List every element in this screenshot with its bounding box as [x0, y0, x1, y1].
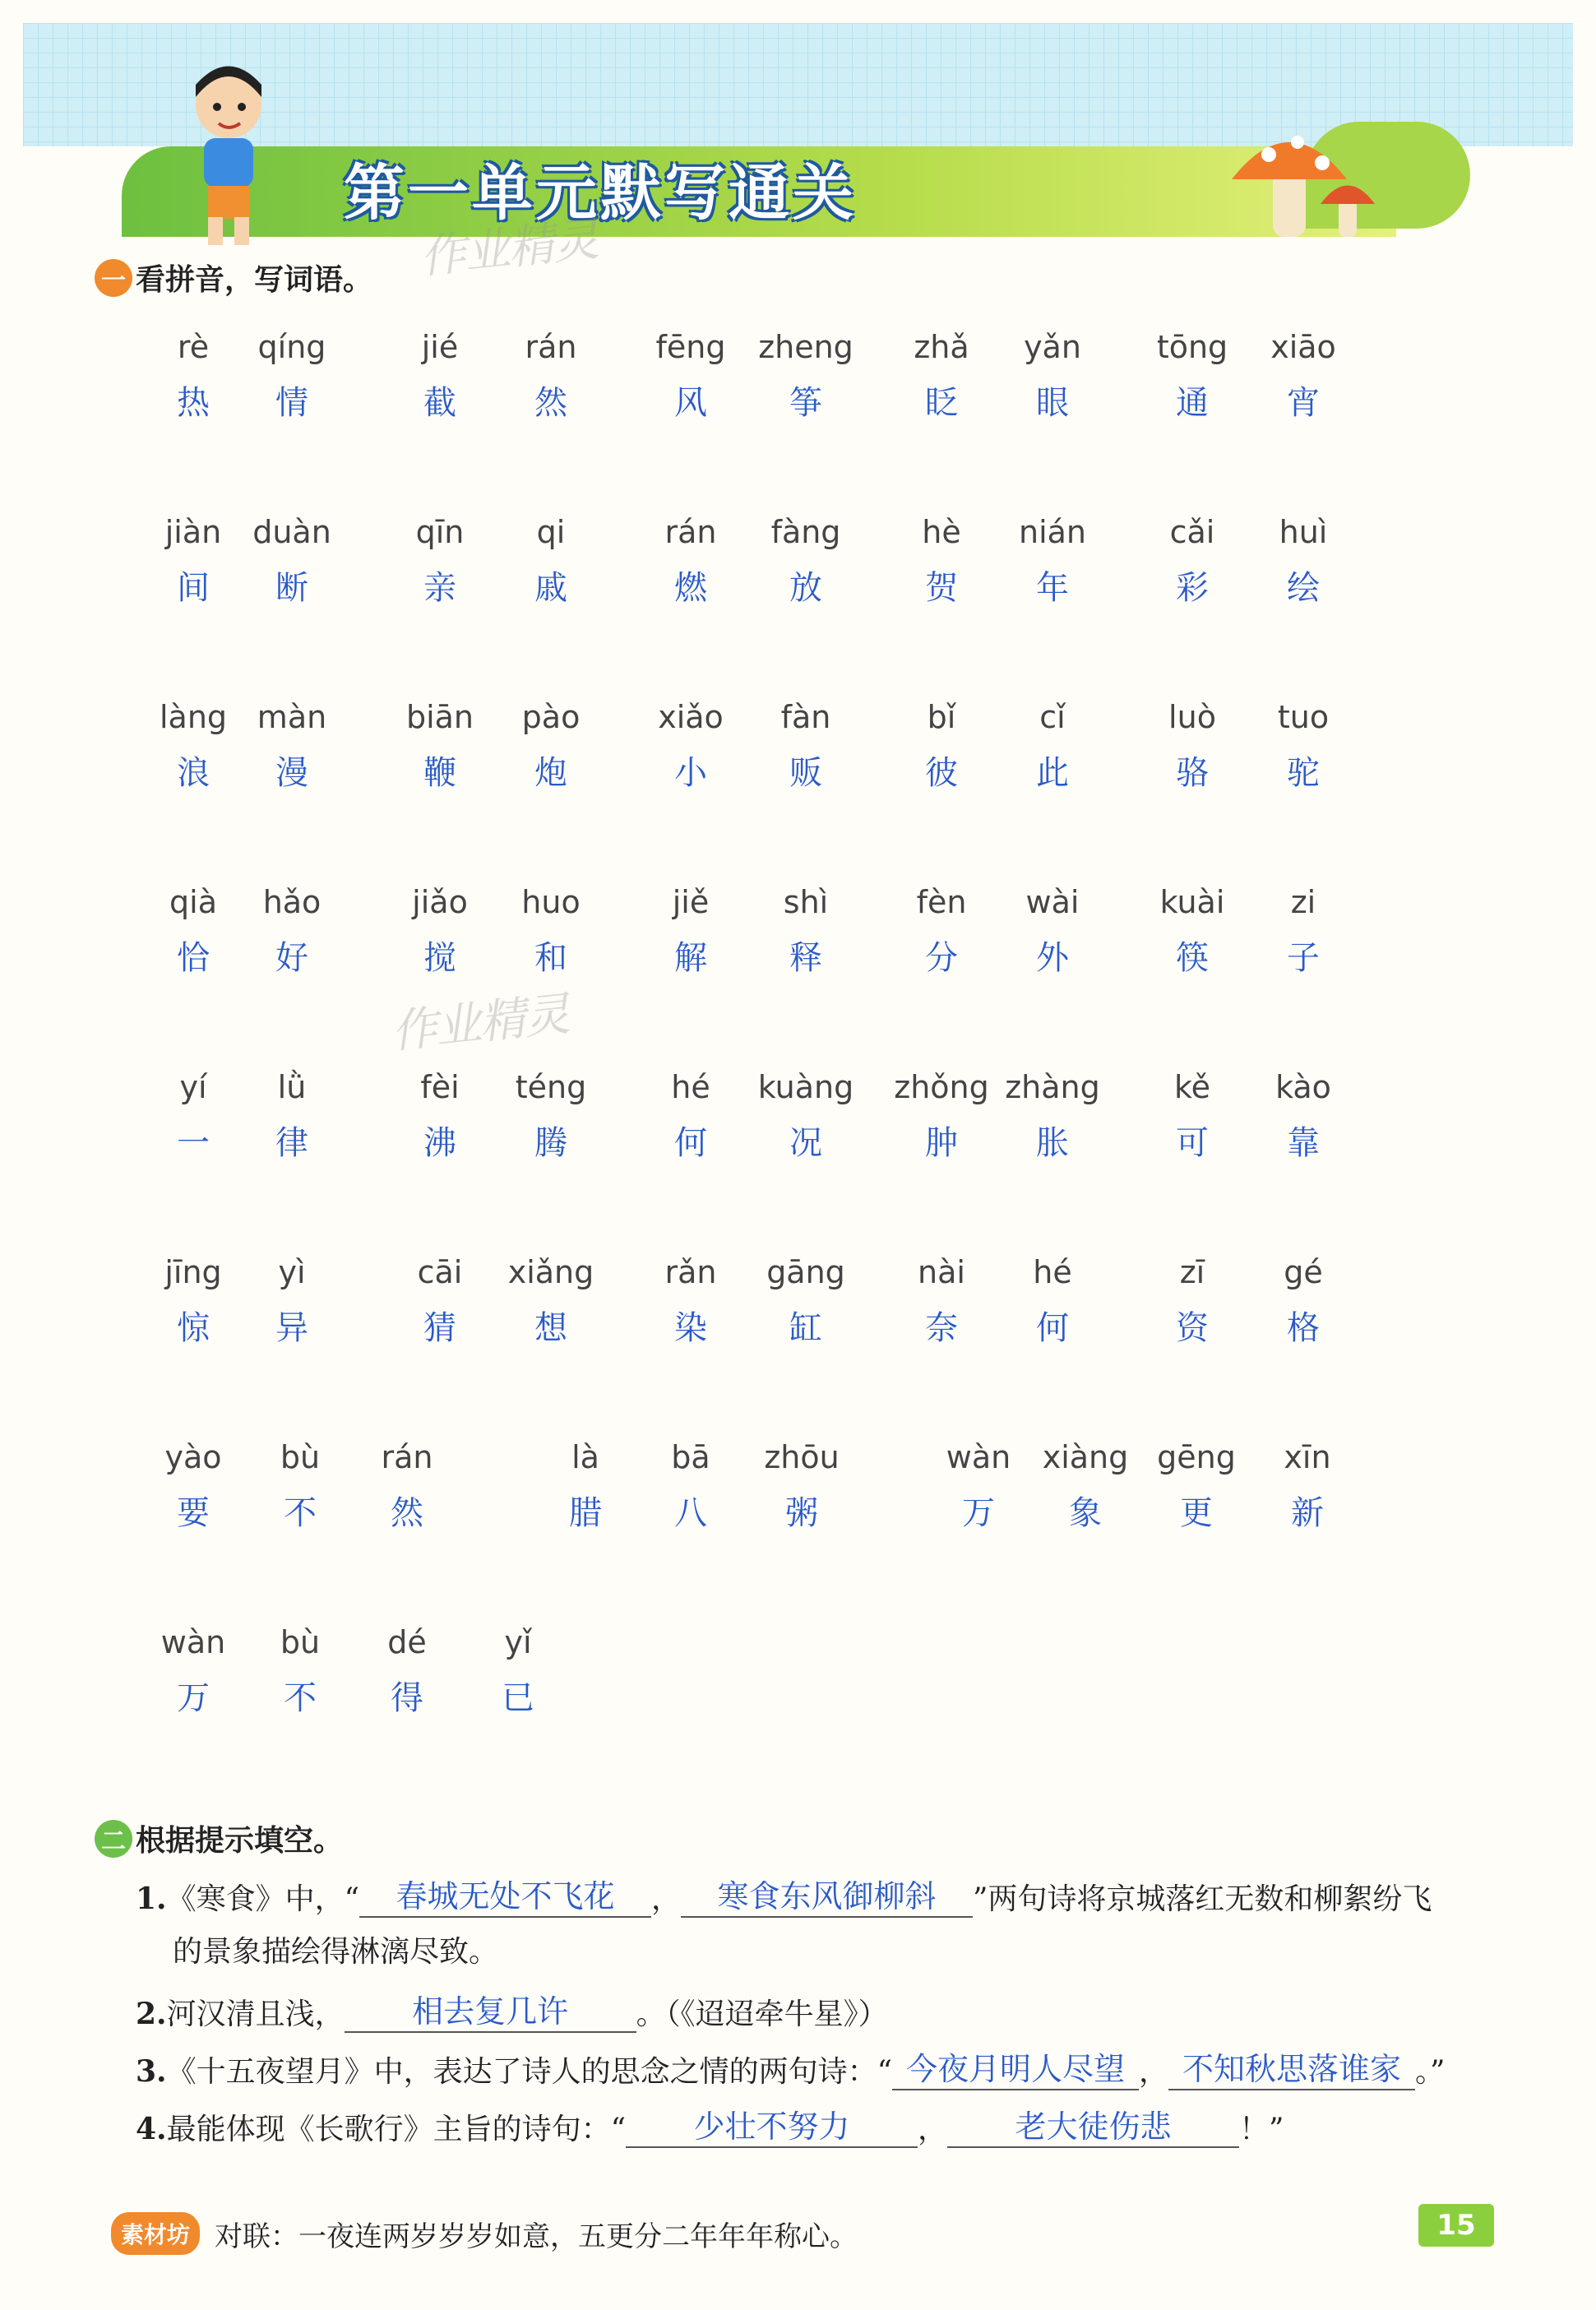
handwritten-answer: 子: [1287, 939, 1320, 977]
pinyin-label: qíng: [257, 329, 326, 365]
handwritten-answer: 染: [674, 1309, 707, 1347]
word-cell: [496, 329, 606, 452]
handwritten-answer: 放: [789, 569, 822, 607]
word-cell: [751, 1254, 861, 1377]
handwritten-answer: 好: [275, 939, 308, 977]
pinyin-label: làng: [159, 699, 228, 735]
handwritten-answer: 热: [177, 384, 210, 422]
word-cell: [237, 1254, 347, 1377]
word-cell: [1252, 1439, 1362, 1562]
word-cell: [1248, 329, 1358, 452]
handwritten-answer: 和: [534, 939, 567, 977]
pinyin-label: là: [571, 1439, 599, 1475]
word-cell: [1137, 1069, 1247, 1192]
handwritten-answer: 风: [674, 384, 707, 422]
handwritten-answer: 新: [1291, 1494, 1324, 1532]
pinyin-label: rè: [177, 329, 210, 365]
question-text: ！”: [1239, 2113, 1284, 2146]
word-cell: [385, 1254, 495, 1377]
word-cell: [1248, 884, 1358, 1007]
word-cell: [496, 514, 606, 637]
word-cell: [1248, 1069, 1358, 1192]
handwritten-answer: 想: [534, 1309, 567, 1347]
mushroom-icon: [1224, 113, 1388, 245]
pinyin-label: zhōu: [764, 1439, 840, 1475]
handwritten-answer: 不: [284, 1679, 317, 1717]
pinyin-label: nài: [918, 1254, 965, 1290]
word-cell: [886, 329, 997, 452]
handwritten-answer: 分: [925, 939, 958, 977]
pinyin-label: xiāo: [1270, 329, 1336, 365]
handwritten-answer: 筝: [789, 384, 822, 422]
handwritten-answer: 要: [177, 1494, 210, 1532]
pinyin-label: huì: [1279, 514, 1328, 550]
handwritten-answer: 已: [502, 1679, 534, 1717]
word-cell: [496, 1069, 606, 1192]
word-cell: [997, 514, 1108, 637]
word-cell: [138, 1069, 248, 1192]
word-cell: [138, 884, 248, 1007]
word-cell: [886, 514, 997, 637]
handwritten-answer: 外: [1036, 939, 1069, 977]
pinyin-label: qià: [169, 884, 217, 920]
pinyin-label: luò: [1168, 699, 1216, 735]
pinyin-label: rǎn: [664, 1254, 717, 1290]
question-text: 。（《迢迢牵牛星》）: [636, 1998, 888, 2031]
question-text: 最能体现《长歌行》主旨的诗句：“: [166, 2113, 626, 2146]
pinyin-label: jiě: [672, 884, 710, 920]
handwritten-answer: 一: [177, 1124, 210, 1162]
word-cell: [385, 329, 495, 452]
section-2-title: 根据提示填空。: [136, 1824, 344, 1858]
word-cell: [1030, 1439, 1140, 1562]
word-cell: [530, 1439, 641, 1562]
handwritten-answer: 年: [1036, 569, 1069, 607]
couplet-text: 对联：一夜连两岁岁岁如意，五更分二年年年称心。: [215, 2220, 858, 2253]
pinyin-label: jiàn: [164, 514, 222, 550]
word-cell: [463, 1624, 573, 1748]
word-cell: [886, 1254, 997, 1377]
unit-title: 第一单元默写通关: [344, 158, 857, 229]
word-cell: [138, 1624, 248, 1748]
boy-mascot-icon: [163, 56, 294, 253]
pinyin-label: bù: [280, 1439, 321, 1475]
handwritten-answer: 筷: [1176, 939, 1209, 977]
handwritten-answer: 此: [1036, 754, 1069, 792]
question-text: 《寒食》中，“: [166, 1882, 359, 1916]
handwritten-answer: 漫: [275, 754, 308, 792]
handwritten-answer: 沸: [423, 1124, 456, 1162]
word-cell: [1248, 699, 1358, 822]
handwritten-answer: 释: [789, 939, 822, 977]
watermark: 作业精灵: [388, 987, 571, 1060]
pinyin-label: yào: [164, 1439, 222, 1475]
handwritten-answer: 贺: [925, 569, 958, 607]
handwritten-answer: 鞭: [423, 754, 456, 792]
handwritten-answer: 眼: [1036, 384, 1069, 422]
watermark: 作业精灵: [417, 212, 600, 285]
pinyin-label: fēng: [655, 329, 726, 365]
question-text: ，: [651, 1882, 682, 1916]
pinyin-label: dé: [387, 1624, 427, 1660]
pinyin-label: wàn: [946, 1439, 1011, 1475]
pinyin-label: zhǒng: [894, 1069, 989, 1105]
pinyin-label: cǎi: [1169, 514, 1215, 550]
handwritten-answer: 可: [1176, 1124, 1209, 1162]
handwritten-answer: 搅: [423, 939, 456, 977]
question-number: 2.: [136, 1997, 167, 2031]
pinyin-label: yǐ: [504, 1624, 532, 1660]
handwritten-answer: 得: [391, 1679, 423, 1717]
pinyin-label: xiǎng: [507, 1254, 594, 1290]
word-cell: [751, 514, 861, 637]
pinyin-label: cāi: [417, 1254, 463, 1290]
handwritten-answer: 更: [1180, 1494, 1213, 1532]
question-4: [136, 2101, 1284, 2148]
handwritten-answer: 恰: [177, 939, 210, 977]
handwritten-answer: 何: [674, 1124, 707, 1162]
word-cell: [138, 1439, 248, 1562]
handwritten-answer: 不: [284, 1494, 317, 1532]
word-cell: [385, 884, 495, 1007]
handwritten-answer: 况: [789, 1124, 822, 1162]
pinyin-label: qi: [536, 514, 566, 550]
handwritten-answer: 猜: [423, 1309, 456, 1347]
word-cell: [636, 699, 746, 822]
answer-blank: 相去复几许: [345, 1986, 636, 2033]
word-cell: [997, 1254, 1108, 1377]
handwritten-answer: 解: [674, 939, 707, 977]
handwritten-answer: 然: [391, 1494, 423, 1532]
word-cell: [747, 1439, 857, 1562]
pinyin-label: gāng: [766, 1254, 845, 1290]
pinyin-label: hé: [1033, 1254, 1072, 1290]
word-cell: [138, 514, 248, 637]
handwritten-answer: 腊: [569, 1494, 602, 1532]
handwritten-answer: 胀: [1036, 1124, 1069, 1162]
pinyin-label: rán: [381, 1439, 433, 1475]
word-cell: [1137, 514, 1247, 637]
handwritten-answer: 缸: [789, 1309, 822, 1347]
pinyin-label: cǐ: [1039, 699, 1066, 735]
word-cell: [997, 699, 1108, 822]
word-cell: [636, 884, 746, 1007]
word-cell: [751, 884, 861, 1007]
pinyin-label: nián: [1018, 514, 1086, 550]
pinyin-label: huo: [521, 884, 581, 920]
handwritten-answer: 彼: [925, 754, 958, 792]
handwritten-answer: 浪: [177, 754, 210, 792]
handwritten-answer: 腾: [534, 1124, 567, 1162]
handwritten-answer: 眨: [925, 384, 958, 422]
handwritten-answer: 奈: [925, 1309, 958, 1347]
handwritten-answer: 万: [962, 1494, 995, 1532]
word-cell: [496, 699, 606, 822]
word-cell: [237, 1069, 347, 1192]
handwritten-answer: 炮: [534, 754, 567, 792]
question-1: [136, 1871, 1432, 1918]
section-1-number: 一: [95, 259, 132, 297]
pinyin-label: yí: [179, 1069, 207, 1105]
word-cell: [636, 1439, 746, 1562]
question-text: ”两句诗将京城落红无数和柳絮纷飞: [973, 1882, 1432, 1916]
handwritten-answer: 贩: [789, 754, 822, 792]
pinyin-label: zi: [1290, 884, 1316, 920]
handwritten-answer: 格: [1287, 1309, 1320, 1347]
pinyin-label: zhàng: [1005, 1069, 1100, 1105]
question-text: 河汉清且浅，: [166, 1998, 345, 2031]
section-2-number: 二: [95, 1820, 132, 1858]
pinyin-label: kuài: [1159, 884, 1225, 920]
handwritten-answer: 粥: [785, 1494, 818, 1532]
handwritten-answer: 靠: [1287, 1124, 1320, 1162]
page-number: 15: [1418, 2204, 1494, 2247]
pinyin-label: bù: [280, 1624, 321, 1660]
pinyin-label: wàn: [160, 1624, 226, 1660]
answer-blank: 寒食东风御柳斜: [681, 1871, 973, 1918]
pinyin-label: yǎn: [1024, 329, 1081, 365]
question-text: ，: [1139, 2055, 1169, 2089]
word-cell: [237, 699, 347, 822]
pinyin-label: xīn: [1284, 1439, 1331, 1475]
handwritten-answer: 驼: [1287, 754, 1320, 792]
handwritten-answer: 断: [275, 569, 308, 607]
word-cell: [997, 329, 1108, 452]
word-cell: [496, 1254, 606, 1377]
word-cell: [636, 1069, 746, 1192]
pinyin-label: duàn: [252, 514, 331, 550]
word-cell: [997, 884, 1108, 1007]
word-cell: [1248, 1254, 1358, 1377]
pinyin-label: pào: [521, 699, 581, 735]
pinyin-label: hǎo: [262, 884, 322, 920]
pinyin-label: zheng: [758, 329, 854, 365]
word-cell: [1137, 1254, 1247, 1377]
pinyin-label: kào: [1275, 1069, 1331, 1105]
word-cell: [237, 329, 347, 452]
word-cell: [385, 699, 495, 822]
handwritten-answer: 情: [275, 384, 308, 422]
word-cell: [245, 1439, 355, 1562]
word-cell: [138, 329, 248, 452]
handwritten-answer: 异: [275, 1309, 308, 1347]
footer-material: [111, 2212, 858, 2255]
pinyin-label: xiǎo: [658, 699, 724, 735]
pinyin-label: jīng: [164, 1254, 222, 1290]
question-1-continuation: 的景象描绘得淋漓尽致。: [173, 1935, 499, 1969]
handwritten-answer: 八: [674, 1494, 707, 1532]
pinyin-label: bǐ: [927, 699, 956, 735]
handwritten-answer: 亲: [423, 569, 456, 607]
word-cell: [751, 329, 861, 452]
question-number: 4.: [136, 2112, 167, 2146]
word-cell: [1248, 514, 1358, 637]
unit-header: [23, 23, 1573, 237]
pinyin-label: shì: [783, 884, 829, 920]
question-3: [136, 2044, 1445, 2090]
pinyin-label: màn: [257, 699, 327, 735]
word-cell: [138, 1254, 248, 1377]
question-2: [136, 1986, 888, 2033]
word-cell: [385, 514, 495, 637]
handwritten-answer: 彩: [1176, 569, 1209, 607]
pinyin-label: jiǎo: [412, 884, 468, 920]
pinyin-label: fàng: [770, 514, 841, 550]
handwritten-answer: 肿: [925, 1124, 958, 1162]
answer-blank: 今夜月明人尽望: [892, 2044, 1139, 2090]
handwritten-answer: 何: [1036, 1309, 1069, 1347]
handwritten-answer: 小: [674, 754, 707, 792]
word-cell: [237, 884, 347, 1007]
handwritten-answer: 资: [1176, 1309, 1209, 1347]
pinyin-label: téng: [515, 1069, 587, 1105]
word-cell: [1137, 699, 1247, 822]
section-1-title: 看拼音，写词语。: [136, 263, 373, 297]
question-text: ，: [918, 2113, 948, 2146]
handwritten-answer: 宵: [1287, 384, 1320, 422]
handwritten-answer: 万: [177, 1679, 210, 1717]
word-cell: [636, 514, 746, 637]
word-cell: [751, 1069, 861, 1192]
word-cell: [997, 1069, 1108, 1192]
pinyin-label: biān: [405, 699, 474, 735]
word-cell: [245, 1624, 355, 1748]
question-number: 1.: [136, 1882, 167, 1916]
word-cell: [636, 329, 746, 452]
pinyin-label: rán: [664, 514, 717, 550]
pinyin-label: hé: [671, 1069, 710, 1105]
word-cell: [886, 884, 997, 1007]
question-text: 。”: [1415, 2055, 1446, 2089]
word-cell: [923, 1439, 1034, 1562]
handwritten-answer: 象: [1069, 1494, 1102, 1532]
word-cell: [352, 1439, 462, 1562]
word-cell: [352, 1624, 462, 1748]
word-cell: [138, 699, 248, 822]
pinyin-label: fèn: [916, 884, 967, 920]
word-cell: [751, 699, 861, 822]
answer-blank: 少壮不努力: [626, 2101, 918, 2148]
word-cell: [385, 1069, 495, 1192]
handwritten-answer: 截: [423, 384, 456, 422]
pinyin-label: fàn: [780, 699, 831, 735]
handwritten-answer: 通: [1176, 384, 1209, 422]
handwritten-answer: 燃: [674, 569, 707, 607]
pinyin-label: tuo: [1277, 699, 1330, 735]
material-badge: 素材坊: [111, 2212, 200, 2255]
handwritten-answer: 骆: [1176, 754, 1209, 792]
pinyin-label: wài: [1025, 884, 1080, 920]
word-cell: [886, 1069, 997, 1192]
question-text: 《十五夜望月》中，表达了诗人的思念之情的两句诗：“: [166, 2055, 892, 2089]
pinyin-label: hè: [922, 514, 961, 550]
answer-blank: 老大徒伤悲: [947, 2101, 1239, 2148]
handwritten-answer: 间: [177, 569, 210, 607]
pinyin-label: gēng: [1157, 1439, 1236, 1475]
answer-blank: 不知秋思落谁家: [1168, 2044, 1415, 2090]
section-2-heading: [95, 1817, 343, 1859]
word-cell: [496, 884, 606, 1007]
word-cell: [1137, 884, 1247, 1007]
pinyin-label: gé: [1284, 1254, 1323, 1290]
question-number: 3.: [136, 2054, 167, 2089]
pinyin-label: tōng: [1156, 329, 1228, 365]
word-cell: [886, 699, 997, 822]
pinyin-label: bā: [671, 1439, 710, 1475]
pinyin-label: lǜ: [277, 1069, 307, 1105]
pinyin-label: kě: [1173, 1069, 1211, 1105]
pinyin-label: xiàng: [1042, 1439, 1129, 1475]
answer-blank: 春城无处不飞花: [359, 1871, 651, 1918]
handwritten-answer: 绘: [1287, 569, 1320, 607]
word-cell: [237, 514, 347, 637]
word-cell: [1137, 329, 1247, 452]
pinyin-label: zhǎ: [914, 329, 969, 365]
handwritten-answer: 惊: [177, 1309, 210, 1347]
pinyin-label: zī: [1179, 1254, 1205, 1290]
handwritten-answer: 然: [534, 384, 567, 422]
pinyin-label: kuàng: [757, 1069, 854, 1105]
word-cell: [1141, 1439, 1251, 1562]
pinyin-label: yì: [278, 1254, 306, 1290]
pinyin-label: jié: [421, 329, 459, 365]
word-cell: [636, 1254, 746, 1377]
handwritten-answer: 律: [275, 1124, 308, 1162]
pinyin-label: rán: [525, 329, 577, 365]
pinyin-label: fèi: [420, 1069, 460, 1105]
handwritten-answer: 戚: [534, 569, 567, 607]
section-1-heading: [95, 257, 372, 299]
pinyin-label: qīn: [415, 514, 465, 550]
